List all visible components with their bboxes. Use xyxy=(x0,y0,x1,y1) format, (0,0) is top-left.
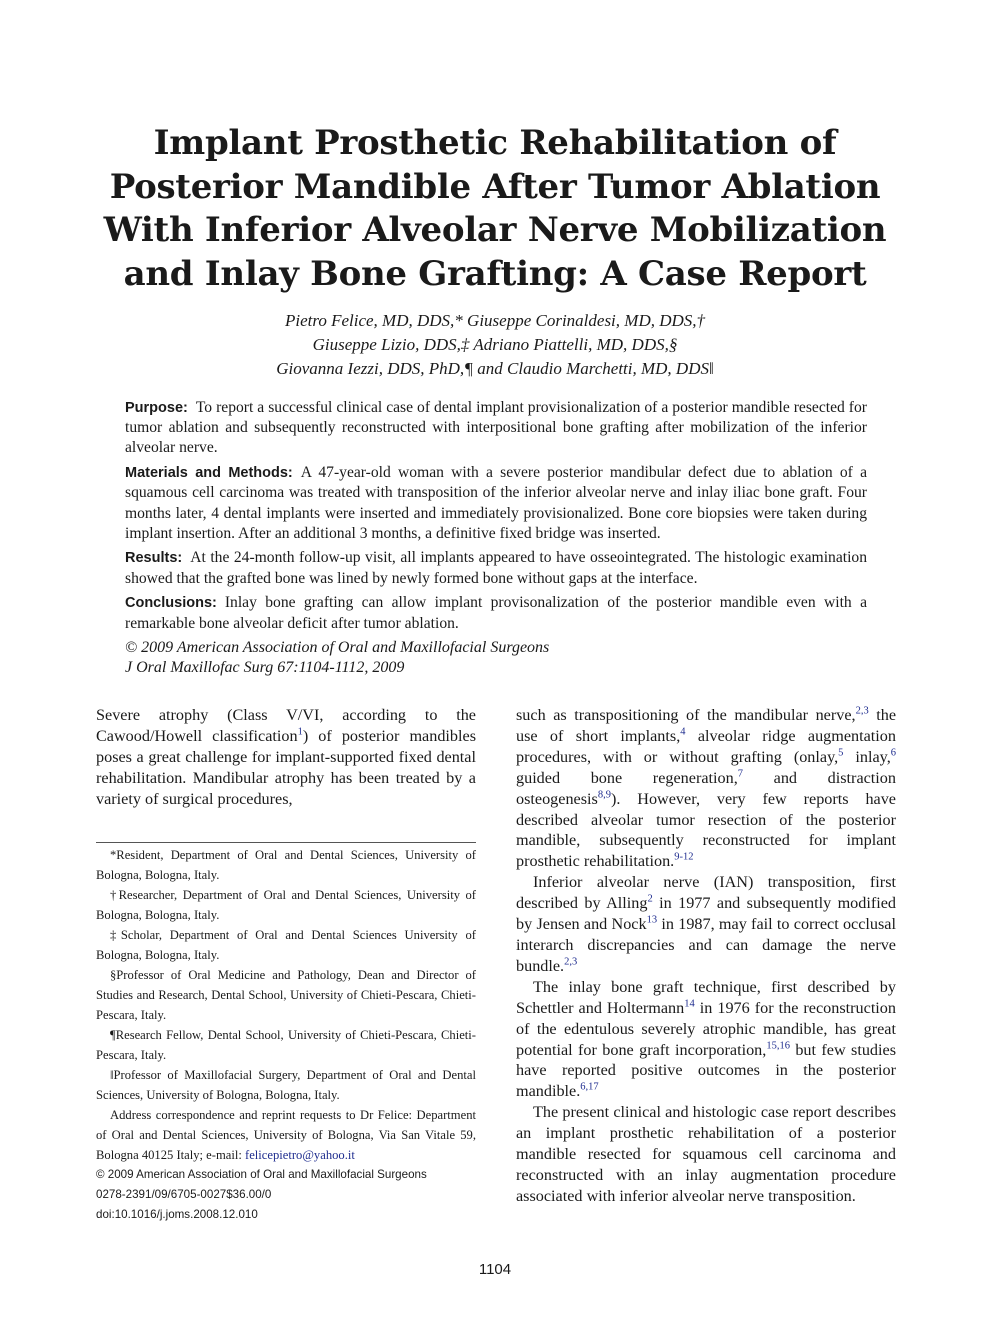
reference-link[interactable]: 15,16 xyxy=(766,1040,790,1052)
footnote: ‖Professor of Maxillofacial Surgery, Department of Oral and Dental Sciences, University of Bologna, Bologna, Italy. xyxy=(96,1068,476,1102)
footnote-copyright: © 2009 American Association of Oral and Maxillofacial Surgeons xyxy=(96,1168,427,1181)
body-text: in 1976 for the reconstruction of the edentulous severely atrophic mandible, has great potential for bone graft incorporation, xyxy=(516,998,896,1059)
body-text: Severe atrophy (Class V/VI, according to the Cawood/Howell classification xyxy=(96,706,476,745)
correspondence-note xyxy=(96,1105,476,1165)
journal-citation: J Oral Maxillofac Surg 67:1104-1112, 2009 xyxy=(125,659,405,677)
conclusions-label: Conclusions: xyxy=(125,595,217,612)
reference-link[interactable]: 6,17 xyxy=(580,1081,599,1093)
abstract-purpose xyxy=(125,398,867,459)
body-text: such as transpositioning of the mandibular nerve, xyxy=(516,706,856,724)
body-text: and distraction osteogenesis xyxy=(516,768,896,808)
body-text: inlay, xyxy=(843,747,891,766)
author-line: Giuseppe Lizio, DDS,‡ Adriano Piattelli, MD, DDS,§ xyxy=(312,335,678,354)
body-column-left xyxy=(96,705,476,810)
body-column-right xyxy=(516,705,896,1207)
title-line: With Inferior Alveolar Nerve Mobilization xyxy=(103,210,887,250)
reference-link[interactable]: 2,3 xyxy=(855,705,869,717)
author-line: Giovanna Iezzi, DDS, PhD,¶ and Claudio Marchetti, MD, DDS‖ xyxy=(276,359,714,378)
purpose-text: To report a successful clinical case of dental implant provisionalization of a posterior mandible resected for tumor ablation and subsequently reconstructed with interpositional bone grafting after mobilization of the inferior alveolar nerve. xyxy=(125,399,867,457)
reference-link[interactable]: 7 xyxy=(737,768,743,780)
body-paragraph xyxy=(96,705,476,810)
abstract xyxy=(125,398,867,679)
footnote: ‡Scholar, Department of Oral and Dental Sciences University of Bologna, Bologna, Italy. xyxy=(96,928,476,962)
issn: 0278-2391/09/6705-0027$36.00/0 xyxy=(96,1188,272,1201)
reference-link[interactable]: 2 xyxy=(647,893,653,905)
reference-link[interactable]: 14 xyxy=(684,998,695,1010)
abstract-conclusions xyxy=(125,593,867,633)
results-label: Results: xyxy=(125,550,183,567)
title-line: and Inlay Bone Grafting: A Case Report xyxy=(123,253,867,294)
reference-link[interactable]: 6 xyxy=(890,747,896,759)
reference-link[interactable]: 13 xyxy=(646,914,658,926)
body-text: in 1987, may fail to correct occlusal interarch discrepancies and can damage the nerve bundle. xyxy=(516,915,896,975)
body-text: alveolar ridge augmentation procedures, with or without grafting (onlay, xyxy=(516,726,896,766)
purpose-label: Purpose: xyxy=(125,400,188,416)
footnotes xyxy=(96,845,476,1225)
abstract-copyright: © 2009 American Association of Oral and Maxillofacial Surgeons xyxy=(125,639,550,657)
footnote: †Researcher, Department of Oral and Dental Sciences, University of Bologna, Bologna, Italy. xyxy=(96,888,476,922)
reference-link[interactable]: 1 xyxy=(297,726,303,738)
author-line: Pietro Felice, MD, DDS,* Giuseppe Corinaldesi, MD, DDS,† xyxy=(284,311,706,330)
body-text: in 1977 and subsequently modified by Jensen and Nock xyxy=(516,894,897,934)
abstract-methods xyxy=(125,463,867,544)
footnote: §Professor of Oral Medicine and Pathology, Dean and Director of Studies and Research, Dental School, University of Chieti-Pescara, Chieti-Pescara, Italy. xyxy=(96,968,476,1022)
body-paragraph: The present clinical and histologic case report describes an implant prosthetic rehabilitation of a posterior mandible resected for squamous cell carcinoma and reconstructed with an inlay augmentation procedure associated with inferior alveolar nerve transposition. xyxy=(516,1103,896,1205)
results-text: At the 24-month follow-up visit, all implants appeared to have osseointegrated. The histologic examination showed that the grafted bone was lined by newly formed bone without gaps at the interface. xyxy=(125,549,867,587)
doi[interactable]: doi:10.1016/j.joms.2008.12.010 xyxy=(96,1208,258,1221)
methods-label: Materials and Methods: xyxy=(125,465,293,482)
methods-text: A 47-year-old woman with a severe posterior mandibular defect due to ablation of a squamous cell carcinoma was treated with transposition of the inferior alveolar nerve and inlay iliac bone graft. Four months later, 4 dental implants were inserted and immediately provisionalized. Bone core biopsies were taken during implant insertion. After an additional 3 months, a definitive fixed bridge was inserted. xyxy=(125,464,867,542)
conclusions-text: Inlay bone grafting can allow implant provisonalization of the posterior mandible even with a remarkable bone alveolar deficit after tumor ablation. xyxy=(125,594,867,632)
body-text: the use of short implants, xyxy=(516,706,896,745)
reference-link[interactable]: 4 xyxy=(680,726,686,738)
body-paragraph xyxy=(516,977,896,1102)
article-title xyxy=(80,122,910,296)
title-line: Posterior Mandible After Tumor Ablation xyxy=(109,166,881,207)
reference-link[interactable]: 5 xyxy=(838,747,844,759)
title-line: Implant Prosthetic Rehabilitation of xyxy=(153,123,837,163)
body-text: ). However, very few reports have described alveolar tumor resection of the posterior mandible, subsequently reconstructed for implant prosthetic rehabilitation. xyxy=(516,789,896,871)
body-text: Inferior alveolar nerve (IAN) transposition, first described by Alling xyxy=(516,873,896,913)
body-text: The inlay bone graft technique, first described by Schettler and Holtermann xyxy=(516,977,896,1017)
abstract-results xyxy=(125,548,867,588)
reference-link[interactable]: 8,9 xyxy=(597,789,611,801)
reference-link[interactable]: 2,3 xyxy=(564,956,578,968)
body-text: ) of posterior mandibles poses a great challenge for implant-supported fixed dental rehabilitation. Mandibular atrophy has been treated by a variety of surgical procedures, xyxy=(96,726,476,808)
body-paragraph xyxy=(516,705,896,872)
email-link[interactable]: felicepietro@yahoo.it xyxy=(245,1148,355,1162)
footnote: ¶Research Fellow, Dental School, University of Chieti-Pescara, Chieti-Pescara, Italy. xyxy=(96,1028,476,1062)
body-paragraph xyxy=(516,872,896,977)
footnote: *Resident, Department of Oral and Dental Sciences, University of Bologna, Bologna, Italy. xyxy=(96,848,476,882)
reference-link[interactable]: 9-12 xyxy=(674,851,694,863)
body-text: but few studies have reported positive outcomes in the posterior mandible. xyxy=(516,1040,896,1101)
page-number: 1104 xyxy=(478,1261,512,1278)
footnote-divider xyxy=(96,842,476,843)
body-text: guided bone regeneration, xyxy=(516,768,738,787)
address-text: Address correspondence and reprint requests to Dr Felice: Department of Oral and Dental Sciences, University of Bologna, Via San Vitale 59, Bologna 40125 Italy; e-mail: xyxy=(96,1108,476,1162)
author-list xyxy=(80,309,910,381)
